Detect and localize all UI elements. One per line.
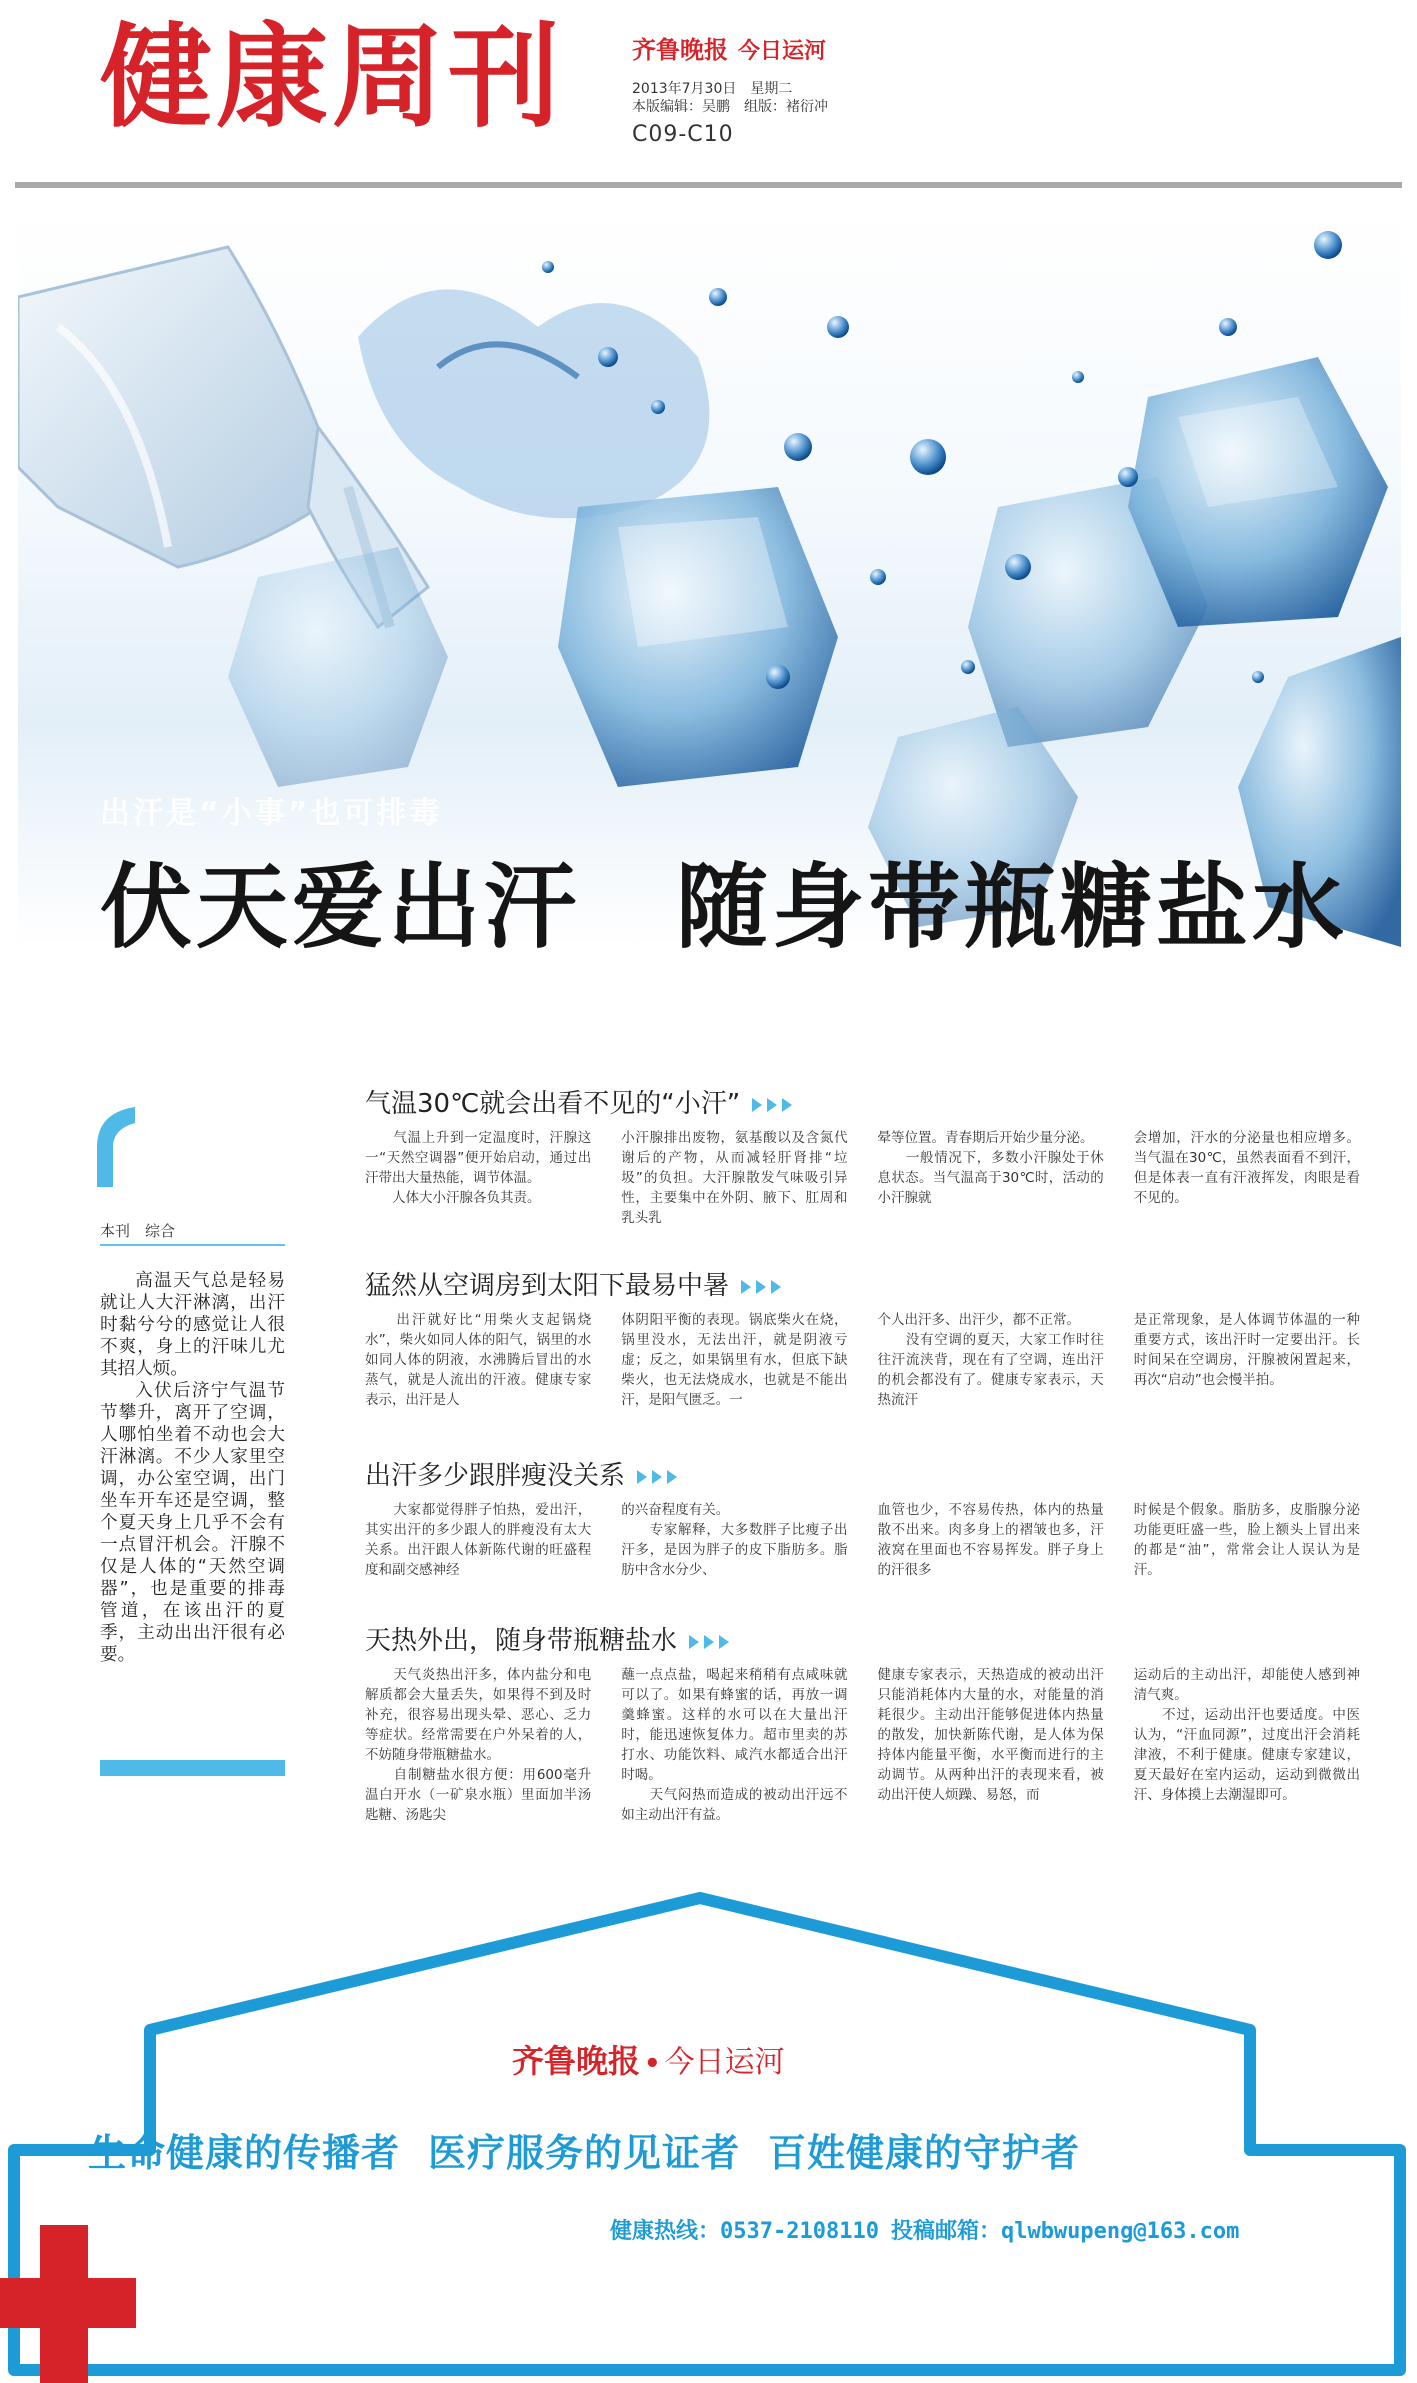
footer-brand-sub: 今日运河 (664, 2045, 785, 2080)
masthead-brand-sub: 今日运河 (738, 38, 827, 64)
section-column: 晕等位置。青春期后开始少量分泌。 一般情况下，多数小汗腺处于休息状态。当气温高于30℃时，活动的小汗腺就 (877, 1130, 1104, 1206)
hero-image (18, 207, 1401, 947)
section-column: 小汗腺排出废物，氨基酸以及含氮代谢后的产物，从而减轻肝肾排“垃圾”的负担。大汗腺散发气味吸引异性，主要集中在外阴、腋下、肛周和乳头乳 (621, 1130, 848, 1226)
quote-mark-icon (95, 1107, 137, 1187)
section-body (365, 1500, 1360, 1580)
section-title (365, 1455, 681, 1492)
slogan: 生命健康的传播者 (88, 2131, 401, 2175)
masthead-brand (632, 30, 826, 65)
submission-email: 投稿邮箱：qlwbwupeng@163.com (890, 2219, 1240, 2244)
section-column: 气温上升到一定温度时，汗腺这一“天然空调器”便开始启动，通过出汗带出大量热能，调节体温。 人体大小汗腺各负其责。 (365, 1130, 592, 1206)
triple-arrow-icon (752, 1098, 796, 1112)
slogan: 医疗服务的见证者 (428, 2131, 741, 2175)
section-body (365, 1128, 1360, 1228)
section-column: 蘸一点点盐，喝起来稍稍有点咸味就可以了。如果有蜂蜜的话，再放一调羹蜂蜜。这样的水可以在大量出汗时，能迅速恢复体力。超市里卖的苏打水、功能饮料、咸汽水都适合出汗时喝。 天气闷热而造成的被动出汗远不如主动出汗有益。 (621, 1667, 848, 1823)
footer-slogans (88, 2122, 1108, 2177)
page-range: C09-C10 (632, 122, 734, 147)
section-column: 的兴奋程度有关。 专家解释，大多数胖子比瘦子出汗多，是因为胖子的皮下脂肪多。脂肪中含水分少、 (621, 1502, 848, 1578)
byline: 本刊 综合 (100, 1222, 176, 1240)
byline-rule (100, 1244, 285, 1246)
triple-arrow-icon (637, 1470, 681, 1484)
section-title-text: 气温30℃就会出看不见的“小汗” (365, 1089, 741, 1119)
lead-text (100, 1270, 285, 1666)
section-body (365, 1310, 1360, 1410)
editor-credits: 本版编辑：吴鹏 组版：褚衍冲 (632, 99, 828, 115)
section-title-text: 猛然从空调房到太阳下最易中暑 (365, 1271, 730, 1301)
section-body (365, 1665, 1360, 1825)
lead-paragraph: 高温天气总是轻易就让人大汗淋漓，出汗时黏兮兮的感觉让人很不爽，身上的汗味儿尤其招人烦。 (100, 1271, 285, 1379)
section-column: 大家都觉得胖子怕热，爱出汗，其实出汗的多少跟人的胖瘦没有太大关系。出汗跟人体新陈代谢的旺盛程度和副交感神经 (365, 1502, 592, 1578)
page-headline: 伏天爱出汗 随身带瓶糖盐水 (100, 854, 1349, 961)
footer-contact (610, 2214, 1251, 2245)
masthead-title: 健康周刊 (100, 13, 564, 143)
section-title-text: 天热外出，随身带瓶糖盐水 (365, 1626, 678, 1656)
top-divider (15, 182, 1402, 188)
section-column: 会增加，汗水的分泌量也相应增多。当气温在30℃，虽然表面看不到汗，但是体表一直有汗液挥发，肉眼是看不见的。 (1133, 1130, 1360, 1206)
hotline: 健康热线：0537-2108110 (610, 2219, 879, 2244)
red-cross-icon (0, 2225, 136, 2383)
section-column: 体阴阳平衡的表现。锅底柴火在烧，锅里没水，无法出汗，就是阴液亏虚；反之，如果锅里有水，但底下缺柴火，也无法烧成水，也就是不能出汗，是阳气匮乏。一 (621, 1312, 848, 1408)
triple-arrow-icon (689, 1635, 733, 1649)
section-column: 健康专家表示，天热造成的被动出汗只能消耗体内大量的水，对能量的消耗很少。主动出汗能够促进体内热量的散发，加快新陈代谢，是人体为保持体内能量平衡，水平衡而进行的主动调节。从两种出汗的表现来看，被动出汗使人烦躁、易怒，而 (877, 1667, 1104, 1803)
triple-arrow-icon (741, 1280, 785, 1294)
section-title (365, 1620, 733, 1657)
section-column: 出汗就好比“用柴火支起锅烧水”，柴火如同人体的阳气，锅里的水如同人体的阴液，水沸腾后冒出的水蒸气，就是人流出的汗液。健康专家表示，出汗是人 (365, 1312, 592, 1408)
hero-kicker: 出汗是“小事”也可排毒 (100, 796, 443, 831)
footer-brand-name: 齐鲁晚报 (512, 2042, 641, 2080)
section-column: 天气炎热出汗多，体内盐分和电解质都会大量丢失，如果得不到及时补充，很容易出现头晕、恶心、乏力等症状。经常需要在户外呆着的人，不妨随身带瓶糖盐水。 自制糖盐水很方便：用600毫升温白开水（一矿泉水瓶）里面加半汤匙糖、汤匙尖 (365, 1667, 592, 1823)
section-title (365, 1083, 796, 1120)
issue-date: 2013年7月30日 星期二 (632, 81, 793, 97)
masthead-meta (632, 80, 828, 116)
section-column: 运动后的主动出汗，却能使人感到神清气爽。 不过，运动出汗也要适度。中医认为，“汗血同源”，过度出汗会消耗津液，不利于健康。健康专家建议，夏天最好在室内运动，运动到微微出汗、身体摸上去潮湿即可。 (1133, 1667, 1360, 1803)
section-column: 血管也少，不容易传热，体内的热量散不出来。肉多身上的褶皱也多，汗液窝在里面也不容易挥发。胖子身上的汗很多 (877, 1502, 1104, 1578)
ice-water-illustration (18, 207, 1401, 947)
lead-paragraph: 入伏后济宁气温节节攀升，离开了空调，人哪怕坐着不动也会大汗淋漓。不少人家里空调，办公室空调，出门坐车开车还是空调，整个夏天身上几乎不会有一点冒汗机会。汗腺不仅是人体的“天然空调器”，也是重要的排毒管道，在该出汗的夏季，主动出出汗很有必要。 (100, 1381, 285, 1665)
slogan: 百姓健康的守护者 (768, 2131, 1081, 2175)
section-column: 时候是个假象。脂肪多，皮脂腺分泌功能更旺盛一些，脸上额头上冒出来的都是“油”，常常会让人误认为是汗。 (1133, 1502, 1360, 1578)
section-title-text: 出汗多少跟胖瘦没关系 (365, 1461, 626, 1491)
side-accent-bar (100, 1760, 285, 1776)
section-title (365, 1265, 785, 1302)
masthead-brand-name: 齐鲁晚报 (632, 35, 728, 64)
section-column: 个人出汗多、出汗少，都不正常。 没有空调的夏天，大家工作时往往汗流浃背，现在有了空调，连出汗的机会都没有了。健康专家表示，天热流汗 (877, 1312, 1104, 1408)
footer-brand: 齐鲁晚报 • 今日运河 (512, 2042, 785, 2080)
section-column: 是正常现象，是人体调节体温的一种重要方式，该出汗时一定要出汗。长时间呆在空调房，汗腺被闲置起来，再次“启动”也会慢半拍。 (1133, 1312, 1360, 1388)
